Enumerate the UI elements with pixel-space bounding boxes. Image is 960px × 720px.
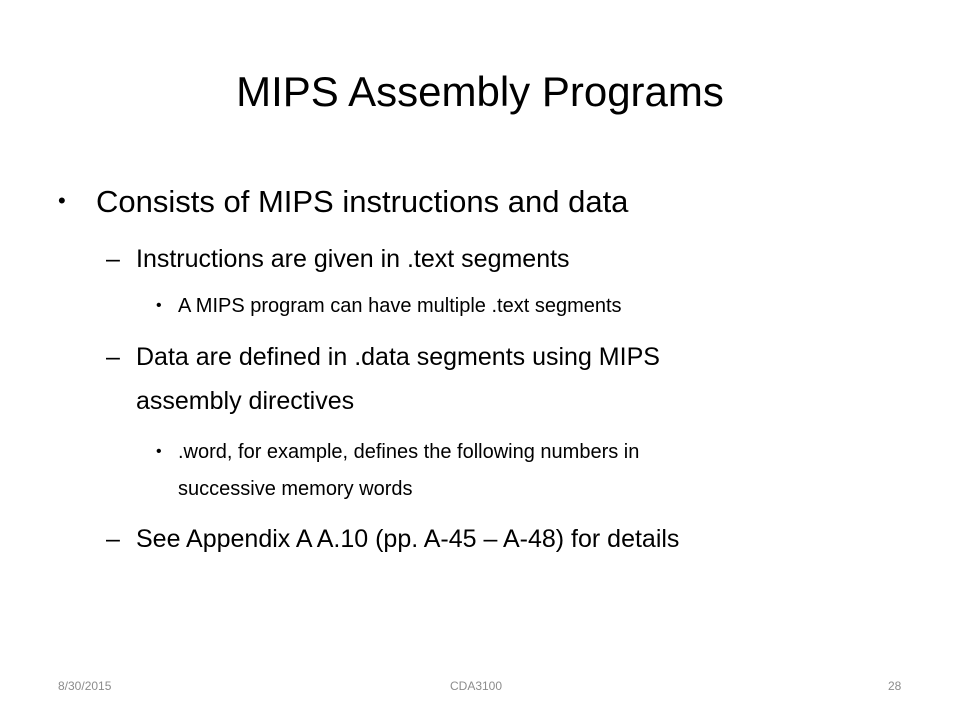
- bullet-icon: •: [58, 188, 66, 213]
- dash-icon: –: [106, 343, 120, 371]
- bullet-level3-text-line1: .word, for example, defines the following numbers in: [178, 441, 640, 463]
- bullet-level1-text: Consists of MIPS instructions and data: [96, 184, 629, 219]
- dash-icon: –: [106, 525, 120, 553]
- bullet-icon: •: [156, 297, 162, 314]
- bullet-level2-text-line1: Data are defined in .data segments using MIPS: [136, 343, 660, 371]
- slide-title: MIPS Assembly Programs: [236, 68, 724, 115]
- bullet-icon: •: [156, 443, 162, 460]
- footer-date: 8/30/2015: [58, 679, 112, 693]
- bullet-level3-text: A MIPS program can have multiple .text segments: [178, 295, 622, 317]
- footer-page-number: 28: [888, 679, 902, 693]
- bullet-level2-text: See Appendix A A.10 (pp. A-45 – A-48) for details: [136, 525, 680, 553]
- dash-icon: –: [106, 245, 120, 273]
- bullet-level2-text-line2: assembly directives: [136, 387, 355, 415]
- bullet-level3-text-line2: successive memory words: [178, 478, 413, 500]
- bullet-level2-text: Instructions are given in .text segments: [136, 245, 570, 273]
- footer-course: CDA3100: [450, 679, 503, 693]
